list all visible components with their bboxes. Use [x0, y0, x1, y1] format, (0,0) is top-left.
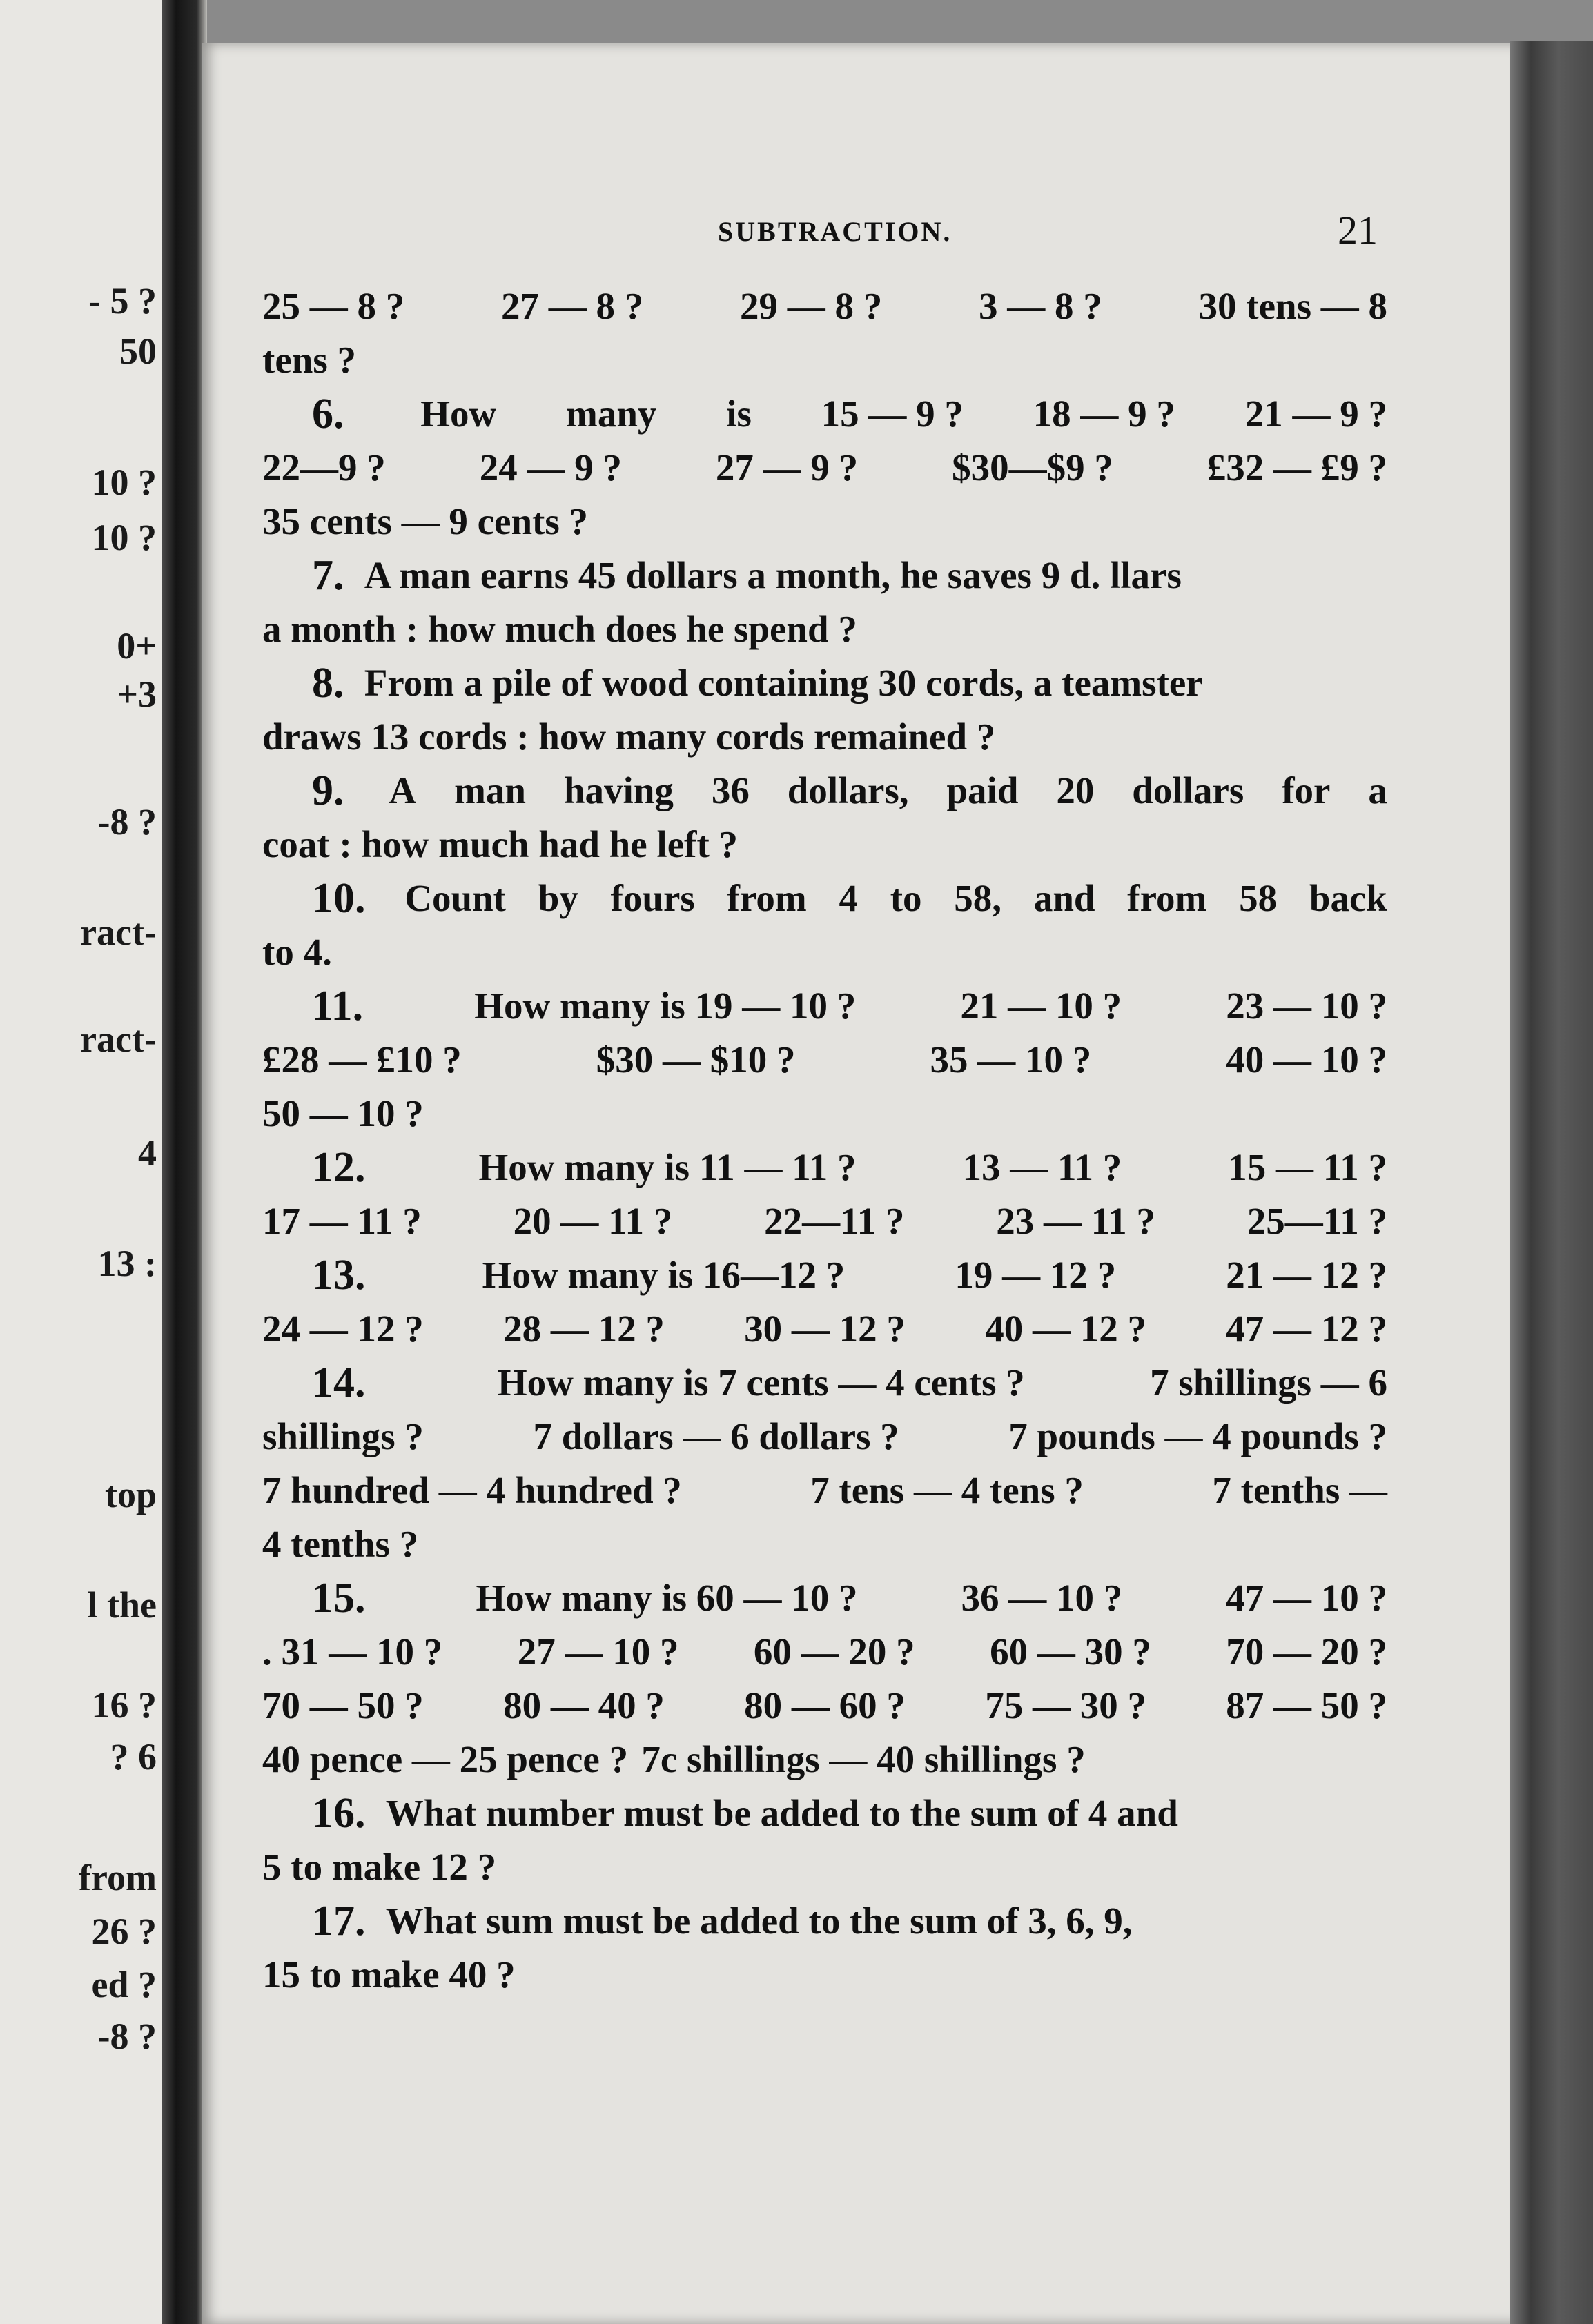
exercise-text-part: 29 — 8 ? — [740, 285, 883, 327]
exercise-number: 9. — [312, 767, 344, 814]
exercise-text-part: 40 — 10 ? — [1226, 1038, 1387, 1081]
facing-page-fragment: 50 — [119, 331, 157, 372]
exercise-text-part: 7 tenths — — [1212, 1469, 1387, 1511]
exercise-text-part: 70 — 20 ? — [1226, 1631, 1387, 1673]
exercise-text-part: 7 pounds — 4 pounds ? — [1008, 1415, 1387, 1457]
exercise-text-part: 27 — 10 ? — [517, 1631, 679, 1673]
exercise-number: 17. — [312, 1898, 366, 1944]
facing-page-fragment: -8 ? — [97, 2016, 157, 2057]
exercise-text-part: by — [538, 877, 578, 919]
exercise-text-part: What sum must be added to the sum of 3, 6, 9, — [385, 1900, 1133, 1942]
facing-page-fragment: 0+ — [117, 625, 157, 667]
exercise-text-part: coat : how much had he left ? — [262, 823, 739, 865]
exercise-text-part: to — [890, 877, 922, 919]
page-number: 21 — [1338, 208, 1378, 253]
exercise-text-part: is — [726, 393, 752, 435]
exercise-number: 11. — [312, 983, 364, 1030]
exercise-line — [262, 602, 1387, 656]
facing-page-fragment: ed ? — [91, 1964, 157, 2005]
exercise-line — [262, 441, 1387, 495]
exercise-text-part: 30 — 12 ? — [744, 1308, 906, 1350]
exercise-line-start — [262, 872, 1387, 925]
exercise-text-part: £28 — £10 ? — [262, 1038, 462, 1081]
exercise-text-part: 3 — 8 ? — [979, 285, 1102, 327]
exercise-text-part: 22—11 ? — [764, 1200, 905, 1242]
exercise-text-part: 15 — 9 ? — [821, 393, 964, 435]
page-edge-shadow — [1510, 41, 1593, 2324]
exercise-text-part: 28 — 12 ? — [503, 1308, 665, 1350]
exercise-line — [262, 1840, 1387, 1894]
exercise-number: 12. — [312, 1144, 366, 1191]
exercise-line — [262, 1679, 1387, 1733]
exercise-text-part: 40 pence — 25 pence ? — [262, 1738, 629, 1780]
exercise-text-part: a — [1368, 769, 1387, 811]
exercise-text-part: 36 — 10 ? — [961, 1577, 1123, 1619]
exercise-text-part: 7c shillings — 40 shillings ? — [641, 1738, 1086, 1780]
facing-page-fragment: +3 — [117, 673, 157, 715]
facing-page-fragment: 16 ? — [91, 1684, 157, 1726]
exercise-text-part: How many is 19 — 10 ? — [474, 985, 857, 1027]
exercise-text-part: 13 — 11 ? — [962, 1146, 1122, 1188]
exercise-line — [262, 818, 1387, 872]
facing-page-fragment: 26 ? — [91, 1911, 157, 1952]
exercise-text — [262, 279, 1387, 2002]
exercise-text-part: 20 — [1056, 769, 1095, 811]
exercise-text-part: From a pile of wood containing 30 cords, a teamster — [364, 662, 1203, 704]
exercise-line — [262, 710, 1387, 764]
exercise-text-part: 60 — 30 ? — [990, 1631, 1151, 1673]
exercise-text-part: shillings ? — [262, 1415, 424, 1457]
exercise-text-part: 21 — 9 ? — [1244, 393, 1387, 435]
exercise-text-part: tens ? — [262, 339, 356, 381]
exercise-text-part: 60 — 20 ? — [753, 1631, 915, 1673]
exercise-text-part: A — [389, 769, 417, 811]
exercise-text-part: How many is 11 — 11 ? — [478, 1146, 857, 1188]
exercise-line-start — [262, 979, 1387, 1033]
exercise-text-part: 7 dollars — 6 dollars ? — [533, 1415, 899, 1457]
exercise-number: 10. — [312, 875, 366, 922]
exercise-text-part: 22—9 ? — [262, 446, 386, 489]
running-head: SUBTRACTION. — [718, 216, 952, 247]
exercise-text-part: 24 — 12 ? — [262, 1308, 424, 1350]
exercise-text-part: 47 — 12 ? — [1226, 1308, 1387, 1350]
exercise-text-part: 75 — 30 ? — [985, 1684, 1146, 1726]
exercise-text-part: from — [727, 877, 807, 919]
exercise-line-start — [262, 1571, 1387, 1625]
exercise-line-start — [262, 1786, 1387, 1840]
exercise-text-part: 25—11 ? — [1247, 1200, 1387, 1242]
exercise-text-part: paid — [946, 769, 1019, 811]
exercise-text-part: 80 — 60 ? — [744, 1684, 906, 1726]
exercise-text-part: a month : how much does he spend ? — [262, 608, 857, 650]
exercise-text-part: 15 — 11 ? — [1228, 1146, 1387, 1188]
exercise-text-part: having — [563, 769, 674, 811]
exercise-text-part: 70 — 50 ? — [262, 1684, 424, 1726]
exercise-number: 16. — [312, 1790, 366, 1837]
exercise-line — [262, 1733, 1387, 1786]
page-header — [511, 173, 1408, 253]
exercise-line — [262, 333, 1387, 387]
exercise-text-part: 23 — 10 ? — [1226, 985, 1387, 1027]
exercise-text-part: 20 — 11 ? — [513, 1200, 673, 1242]
facing-page-fragment: top — [104, 1474, 157, 1515]
exercise-text-part: £32 — £9 ? — [1206, 446, 1387, 489]
exercise-text-part: 5 to make 12 ? — [262, 1846, 497, 1888]
exercise-line — [262, 495, 1387, 549]
exercise-line — [262, 1948, 1387, 2002]
exercise-text-part: 23 — 11 ? — [996, 1200, 1155, 1242]
exercise-text-part: to 4. — [262, 931, 332, 973]
exercise-line — [262, 1410, 1387, 1464]
exercise-text-part: 58, — [954, 877, 1002, 919]
exercise-text-part: 24 — 9 ? — [479, 446, 622, 489]
exercise-text-part: dollars — [1132, 769, 1244, 811]
exercise-text-part: 87 — 50 ? — [1226, 1684, 1387, 1726]
exercise-number: 14. — [312, 1359, 366, 1406]
exercise-text-part: 19 — 12 ? — [955, 1254, 1117, 1296]
facing-page-fragment: -8 ? — [97, 801, 157, 843]
exercise-line-start — [262, 656, 1387, 710]
exercise-text-part: 40 — 12 ? — [985, 1308, 1146, 1350]
facing-page-fragment: 13 : — [97, 1243, 157, 1284]
exercise-text-part: 7 shillings — 6 — [1150, 1361, 1387, 1404]
facing-page-fragment: ract- — [80, 1018, 157, 1060]
exercise-line-start — [262, 387, 1387, 441]
exercise-line-start — [262, 1248, 1387, 1302]
exercise-line-start — [262, 1141, 1387, 1194]
facing-page-fragment: from — [79, 1857, 157, 1898]
exercise-text-part: How many is 60 — 10 ? — [476, 1577, 858, 1619]
exercise-text-part: 50 — 10 ? — [262, 1092, 424, 1134]
exercise-number: 13. — [312, 1252, 366, 1299]
facing-page-fragment: l the — [87, 1584, 157, 1626]
exercise-text-part: back — [1309, 877, 1387, 919]
exercise-text-part: 35 cents — 9 cents ? — [262, 500, 589, 542]
exercise-text-part: $30 — $10 ? — [596, 1038, 796, 1081]
exercise-number: 7. — [312, 552, 344, 599]
exercise-text-part: 47 — 10 ? — [1226, 1577, 1387, 1619]
exercise-line — [262, 1194, 1387, 1248]
exercise-text-part: How — [420, 393, 497, 435]
exercise-text-part: 27 — 9 ? — [715, 446, 859, 489]
exercise-line — [262, 925, 1387, 979]
exercise-line-start — [262, 549, 1387, 602]
exercise-text-part: $30—$9 ? — [952, 446, 1113, 489]
exercise-text-part: fours — [610, 877, 695, 919]
exercise-text-part: for — [1282, 769, 1331, 811]
exercise-text-part: 80 — 40 ? — [503, 1684, 665, 1726]
facing-page-fragment: 4 — [138, 1132, 157, 1174]
exercise-text-part: many — [566, 393, 657, 435]
exercise-text-part: 36 — [711, 769, 750, 811]
exercise-line — [262, 1302, 1387, 1356]
exercise-text-part: 7 hundred — 4 hundred ? — [262, 1469, 682, 1511]
exercise-text-part: . 31 — 10 ? — [262, 1631, 443, 1673]
exercise-text-part: dollars, — [787, 769, 909, 811]
exercise-text-part: man — [454, 769, 527, 811]
facing-page-fragment: ? 6 — [110, 1736, 157, 1778]
exercise-text-part: 21 — 10 ? — [960, 985, 1122, 1027]
exercise-text-part: 35 — 10 ? — [930, 1038, 1092, 1081]
exercise-line-start — [262, 764, 1387, 818]
exercise-line — [262, 1464, 1387, 1517]
exercise-text-part: 58 — [1239, 877, 1278, 919]
facing-page-edge — [0, 0, 162, 2324]
exercise-text-part: 30 tens — 8 — [1198, 285, 1387, 327]
exercise-text-part: draws 13 cords : how many cords remained ? — [262, 716, 996, 758]
facing-page-fragment: - 5 ? — [88, 280, 157, 322]
exercise-text-part: 18 — 9 ? — [1033, 393, 1175, 435]
facing-page-fragment: 10 ? — [91, 462, 157, 503]
exercise-text-part: Count — [404, 877, 506, 919]
exercise-text-part: A man earns 45 dollars a month, he saves 9 d. llars — [364, 554, 1182, 596]
exercise-line — [262, 1033, 1387, 1087]
exercise-text-part: and — [1033, 877, 1095, 919]
exercise-line-start — [262, 1356, 1387, 1410]
exercise-line — [262, 1625, 1387, 1679]
exercise-number: 6. — [312, 391, 344, 437]
exercise-line — [262, 279, 1387, 333]
exercise-text-part: 7 tens — 4 tens ? — [810, 1469, 1084, 1511]
exercise-text-part: from — [1127, 877, 1207, 919]
exercise-text-part: How many is 16—12 ? — [482, 1254, 846, 1296]
exercise-text-part: 4 tenths ? — [262, 1523, 419, 1565]
facing-page-fragment: 10 ? — [91, 517, 157, 558]
exercise-number: 15. — [312, 1575, 366, 1622]
exercise-line — [262, 1517, 1387, 1571]
exercise-text-part: What number must be added to the sum of 4 and — [385, 1792, 1178, 1834]
exercise-text-part: 21 — 12 ? — [1226, 1254, 1387, 1296]
exercise-line — [262, 1087, 1387, 1141]
exercise-text-part: 15 to make 40 ? — [262, 1953, 516, 1996]
facing-page-fragment: ract- — [80, 912, 157, 953]
exercise-line-start — [262, 1894, 1387, 1948]
exercise-text-part: 25 — 8 ? — [262, 285, 405, 327]
exercise-text-part: 4 — [839, 877, 858, 919]
exercise-number: 8. — [312, 660, 344, 707]
exercise-text-part: How many is 7 cents — 4 cents ? — [497, 1361, 1025, 1404]
exercise-text-part: 27 — 8 ? — [501, 285, 644, 327]
exercise-text-part: 17 — 11 ? — [262, 1200, 422, 1242]
